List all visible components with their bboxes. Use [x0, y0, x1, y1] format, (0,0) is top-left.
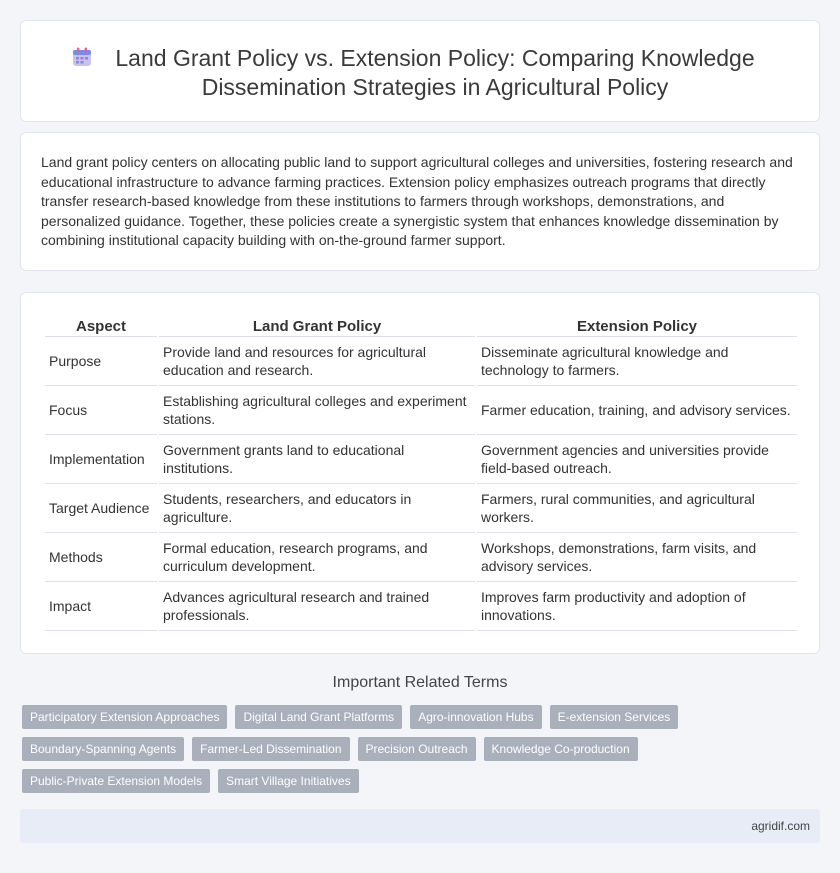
row-extension: Disseminate agricultural knowledge and technology to farmers.: [477, 337, 797, 386]
table-row: [45, 337, 797, 386]
related-term-tag[interactable]: Boundary-Spanning Agents: [22, 737, 184, 761]
row-aspect: Target Audience: [45, 484, 157, 533]
related-term-tag[interactable]: Participatory Extension Approaches: [22, 705, 227, 729]
table-header-row: [45, 313, 797, 337]
row-land-grant: Students, researchers, and educators in agriculture.: [159, 484, 475, 533]
related-terms-list: [22, 705, 722, 793]
related-term-tag[interactable]: Public-Private Extension Models: [22, 769, 210, 793]
related-terms-title: Important Related Terms: [332, 674, 508, 691]
row-land-grant: Establishing agricultural colleges and experiment stations.: [159, 386, 475, 435]
related-term-tag[interactable]: Precision Outreach: [358, 737, 476, 761]
row-extension: Farmers, rural communities, and agricultural workers.: [477, 484, 797, 533]
intro-card: [20, 132, 820, 271]
related-term-tag[interactable]: E-extension Services: [550, 705, 679, 729]
row-extension: Farmer education, training, and advisory services.: [477, 386, 797, 435]
table-row: [45, 386, 797, 435]
comparison-table: [43, 313, 799, 631]
row-aspect: Impact: [45, 582, 157, 631]
table-row: [45, 582, 797, 631]
related-term-tag[interactable]: Knowledge Co-production: [484, 737, 638, 761]
page-title: Land Grant Policy vs. Extension Policy: Comparing Knowledge Dissemination Strategies in Agricultural Policy: [115, 45, 755, 100]
row-extension: Improves farm productivity and adoption of innovations.: [477, 582, 797, 631]
row-aspect: Focus: [45, 386, 157, 435]
related-term-tag[interactable]: Smart Village Initiatives: [218, 769, 359, 793]
row-extension: Workshops, demonstrations, farm visits, and advisory services.: [477, 533, 797, 582]
related-term-tag[interactable]: Agro-innovation Hubs: [410, 705, 541, 729]
related-term-tag[interactable]: Farmer-Led Dissemination: [192, 737, 349, 761]
table-row: [45, 533, 797, 582]
row-land-grant: Provide land and resources for agricultural education and research.: [159, 337, 475, 386]
row-aspect: Purpose: [45, 337, 157, 386]
table-row: [45, 484, 797, 533]
header-land-grant: Land Grant Policy: [159, 313, 475, 337]
header-card: [20, 20, 820, 122]
table-row: [45, 435, 797, 484]
header-extension: Extension Policy: [477, 313, 797, 337]
row-land-grant: Advances agricultural research and trained professionals.: [159, 582, 475, 631]
row-aspect: Implementation: [45, 435, 157, 484]
row-extension: Government agencies and universities provide field-based outreach.: [477, 435, 797, 484]
comparison-table-card: [20, 292, 820, 654]
intro-paragraph: Land grant policy centers on allocating public land to support agricultural colleges and universities, fostering research and educational infrastructure to advance farming practices. Extension policy emphasizes outreach programs that directly transfer research-based knowledge from these institutions to farmers through workshops, demonstrations, and personalized guidance. Together, these policies create a synergistic system that enhances knowledge dissemination by combining institutional capacity building with on-the-ground farmer support.: [41, 154, 793, 248]
row-aspect: Methods: [45, 533, 157, 582]
row-land-grant: Formal education, research programs, and curriculum development.: [159, 533, 475, 582]
related-term-tag[interactable]: Digital Land Grant Platforms: [235, 705, 402, 729]
row-land-grant: Government grants land to educational institutions.: [159, 435, 475, 484]
footer: [20, 809, 820, 843]
header-aspect: Aspect: [45, 313, 157, 337]
footer-site-link[interactable]: agridif.com: [751, 819, 810, 833]
